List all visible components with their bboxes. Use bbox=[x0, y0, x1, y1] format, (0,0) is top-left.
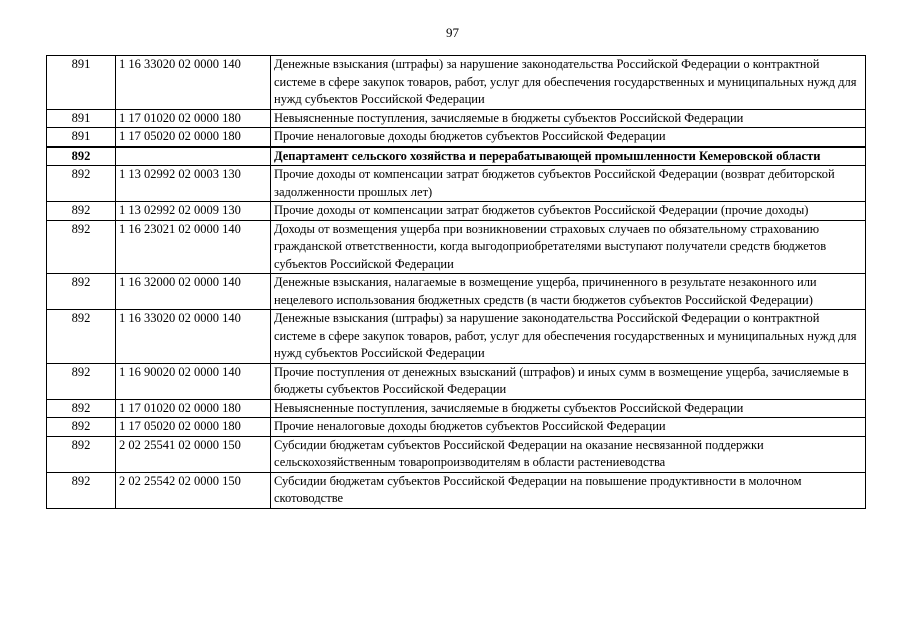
table-row bbox=[47, 472, 866, 508]
revenue-code-cell: 1 16 33020 02 0000 140 bbox=[116, 56, 271, 110]
admin-code-cell: 892 bbox=[47, 166, 116, 202]
budget-codes-table bbox=[46, 55, 866, 509]
revenue-code-cell: 1 16 90020 02 0000 140 bbox=[116, 363, 271, 399]
table-row bbox=[47, 363, 866, 399]
revenue-code-cell: 1 16 33020 02 0000 140 bbox=[116, 310, 271, 364]
table-row bbox=[47, 166, 866, 202]
revenue-name-cell: Субсидии бюджетам субъектов Российской Федерации на повышение продуктивности в молочном скотоводстве bbox=[271, 472, 866, 508]
admin-code-cell: 891 bbox=[47, 56, 116, 110]
revenue-code-cell: 1 17 05020 02 0000 180 bbox=[116, 128, 271, 147]
table-row bbox=[47, 274, 866, 310]
table-row bbox=[47, 436, 866, 472]
admin-code-cell: 892 bbox=[47, 202, 116, 221]
table-row-section-header bbox=[47, 147, 866, 166]
table-body bbox=[47, 56, 866, 509]
revenue-code-cell: 2 02 25542 02 0000 150 bbox=[116, 472, 271, 508]
revenue-name-cell: Прочие поступления от денежных взысканий (штрафов) и иных сумм в возмещение ущерба, зачисляемые в бюджеты субъектов Российской Федерации bbox=[271, 363, 866, 399]
revenue-name-cell: Денежные взыскания (штрафы) за нарушение законодательства Российской Федерации о контрактной системе в сфере закупок товаров, работ, услуг для обеспечения государственных и муниципальных нужд для нужд субъектов Российской Федерации bbox=[271, 310, 866, 364]
revenue-code-cell: 1 17 01020 02 0000 180 bbox=[116, 399, 271, 418]
revenue-name-cell: Прочие неналоговые доходы бюджетов субъектов Российской Федерации bbox=[271, 418, 866, 437]
page-number: 97 bbox=[446, 25, 459, 40]
table-row bbox=[47, 220, 866, 274]
revenue-name-cell: Доходы от возмещения ущерба при возникновении страховых случаев по обязательному страхованию гражданской ответственности, когда выгодоприобретателями выступают получатели средств бюджетов субъектов Российской Федерации bbox=[271, 220, 866, 274]
revenue-code-cell: 2 02 25541 02 0000 150 bbox=[116, 436, 271, 472]
revenue-name-cell: Прочие неналоговые доходы бюджетов субъектов Российской Федерации bbox=[271, 128, 866, 147]
revenue-code-cell bbox=[116, 147, 271, 166]
table-row bbox=[47, 202, 866, 221]
admin-code-cell: 892 bbox=[47, 472, 116, 508]
revenue-name-cell: Прочие доходы от компенсации затрат бюджетов субъектов Российской Федерации (возврат дебиторской задолженности прошлых лет) bbox=[271, 166, 866, 202]
table-row bbox=[47, 399, 866, 418]
revenue-name-cell: Денежные взыскания (штрафы) за нарушение законодательства Российской Федерации о контрактной системе в сфере закупок товаров, работ, услуг для обеспечения государственных и муниципальных нужд для нужд субъектов Российской Федерации bbox=[271, 56, 866, 110]
admin-code-cell: 892 bbox=[47, 418, 116, 437]
table-row bbox=[47, 128, 866, 147]
revenue-name-cell: Департамент сельского хозяйства и перерабатывающей промышленности Кемеровской области bbox=[271, 147, 866, 166]
table-row bbox=[47, 56, 866, 110]
admin-code-cell: 891 bbox=[47, 109, 116, 128]
revenue-name-cell: Невыясненные поступления, зачисляемые в бюджеты субъектов Российской Федерации bbox=[271, 109, 866, 128]
table-row bbox=[47, 109, 866, 128]
admin-code-cell: 892 bbox=[47, 310, 116, 364]
table-row bbox=[47, 418, 866, 437]
admin-code-cell: 892 bbox=[47, 399, 116, 418]
revenue-name-cell: Прочие доходы от компенсации затрат бюджетов субъектов Российской Федерации (прочие доходы) bbox=[271, 202, 866, 221]
revenue-code-cell: 1 16 23021 02 0000 140 bbox=[116, 220, 271, 274]
revenue-code-cell: 1 13 02992 02 0003 130 bbox=[116, 166, 271, 202]
revenue-code-cell: 1 17 05020 02 0000 180 bbox=[116, 418, 271, 437]
revenue-name-cell: Субсидии бюджетам субъектов Российской Федерации на оказание несвязанной поддержки сельскохозяйственным товаропроизводителям в области растениеводства bbox=[271, 436, 866, 472]
admin-code-cell: 892 bbox=[47, 363, 116, 399]
revenue-name-cell: Невыясненные поступления, зачисляемые в бюджеты субъектов Российской Федерации bbox=[271, 399, 866, 418]
revenue-code-cell: 1 13 02992 02 0009 130 bbox=[116, 202, 271, 221]
admin-code-cell: 892 bbox=[47, 274, 116, 310]
admin-code-cell: 891 bbox=[47, 128, 116, 147]
admin-code-cell: 892 bbox=[47, 220, 116, 274]
revenue-code-cell: 1 17 01020 02 0000 180 bbox=[116, 109, 271, 128]
table-row bbox=[47, 310, 866, 364]
admin-code-cell: 892 bbox=[47, 436, 116, 472]
revenue-name-cell: Денежные взыскания, налагаемые в возмещение ущерба, причиненного в результате незаконного или нецелевого использования бюджетных средств (в части бюджетов субъектов Российской Федерации) bbox=[271, 274, 866, 310]
revenue-code-cell: 1 16 32000 02 0000 140 bbox=[116, 274, 271, 310]
admin-code-cell: 892 bbox=[47, 147, 116, 166]
